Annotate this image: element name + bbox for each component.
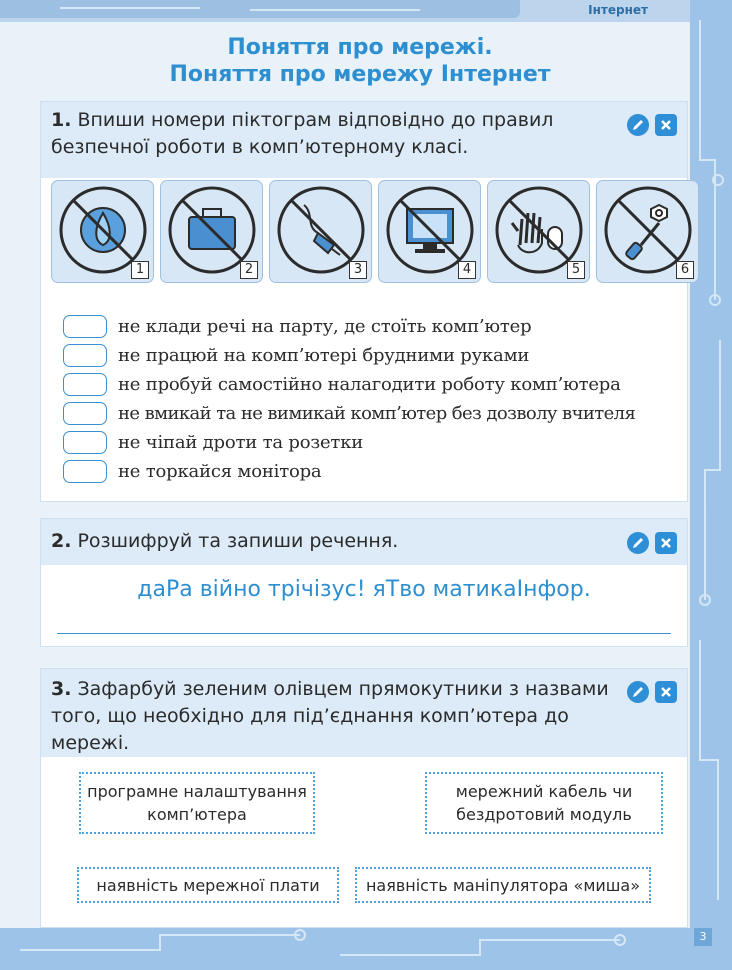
pictogram-number: 6	[676, 261, 694, 279]
rule-item	[63, 428, 635, 457]
answer-box[interactable]	[63, 431, 107, 454]
rule-item	[63, 341, 635, 370]
cipher-text: даРа війно трічізус! яТво матикаІнфор.	[137, 577, 591, 602]
task-1-header	[41, 102, 687, 178]
option-label: програмне налаштування комп’ютера	[87, 782, 307, 824]
rule-text: не торкайся монітора	[118, 461, 322, 482]
option-network-cable[interactable]	[425, 772, 663, 834]
task-2-instruction: Розшифруй та запиши речення.	[77, 530, 399, 552]
answer-box[interactable]	[63, 460, 107, 483]
rules-list	[63, 312, 635, 486]
task-3-instruction: Зафарбуй зеленим олівцем прямокутники з назвами того, що необхідно для під’єднання комп’ютера до мережі.	[51, 678, 609, 754]
rule-text: не працюй на комп’ютері брудними руками	[118, 345, 530, 366]
task-3-header	[41, 669, 687, 757]
answer-box[interactable]	[63, 402, 107, 425]
rule-item	[63, 457, 635, 486]
page-title-line2: Поняття про мережу Інтернет	[169, 62, 551, 87]
pictogram-1	[51, 180, 154, 283]
rule-text: не чіпай дроти та розетки	[118, 432, 364, 453]
pencil-icon[interactable]	[627, 114, 649, 136]
answer-box[interactable]	[63, 373, 107, 396]
task-1-instruction: Впиши номери піктограм відповідно до правил безпечної роботи в комп’ютерному класі.	[51, 109, 554, 158]
close-icon[interactable]	[655, 681, 677, 703]
task-number: 2.	[51, 530, 72, 552]
page-title-line1: Поняття про мережі.	[227, 35, 493, 60]
close-icon[interactable]	[655, 532, 677, 554]
pictogram-6	[596, 180, 699, 283]
answer-box[interactable]	[63, 315, 107, 338]
task-tools	[627, 681, 677, 703]
rule-text: не вмикай та не вимикай комп’ютер без дозволу вчителя	[118, 403, 636, 424]
answer-box[interactable]	[63, 344, 107, 367]
answer-line[interactable]	[57, 633, 671, 634]
task-2-header	[41, 519, 687, 565]
task-1	[40, 101, 688, 502]
pictogram-number: 1	[131, 261, 149, 279]
option-network-card[interactable]	[77, 867, 339, 903]
task-2	[40, 518, 688, 647]
task-3	[40, 668, 688, 928]
option-software-setup[interactable]	[79, 772, 315, 834]
pencil-icon[interactable]	[627, 681, 649, 703]
pencil-icon[interactable]	[627, 532, 649, 554]
task-tools	[627, 114, 677, 136]
option-label: мережний кабель чи бездротовий модуль	[455, 782, 633, 824]
page-number: 3	[694, 928, 712, 946]
task-number: 3.	[51, 678, 72, 700]
pictogram-number: 2	[240, 261, 258, 279]
option-label: наявність маніпулятора «миша»	[365, 875, 641, 895]
pictogram-number: 4	[458, 261, 476, 279]
rule-item	[63, 370, 635, 399]
section-tag: Інтернет	[588, 3, 648, 17]
pictogram-5	[487, 180, 590, 283]
option-label: наявність мережної плати	[96, 875, 320, 895]
pictogram-row	[51, 180, 699, 283]
option-mouse[interactable]	[355, 867, 651, 903]
bottom-frame	[0, 928, 732, 970]
close-icon[interactable]	[655, 114, 677, 136]
rule-item	[63, 312, 635, 341]
rule-item	[63, 399, 635, 428]
pictogram-number: 5	[567, 261, 585, 279]
rule-text: не пробуй самостійно налагодити роботу комп’ютера	[118, 374, 621, 395]
pictogram-2	[160, 180, 263, 283]
pictogram-3	[269, 180, 372, 283]
pictogram-4	[378, 180, 481, 283]
task-number: 1.	[51, 109, 72, 131]
rule-text: не клади речі на парту, де стоїть комп’ютер	[118, 316, 532, 337]
right-frame	[690, 0, 732, 970]
task-tools	[627, 532, 677, 554]
top-frame-tab	[0, 0, 520, 18]
pictogram-number: 3	[349, 261, 367, 279]
